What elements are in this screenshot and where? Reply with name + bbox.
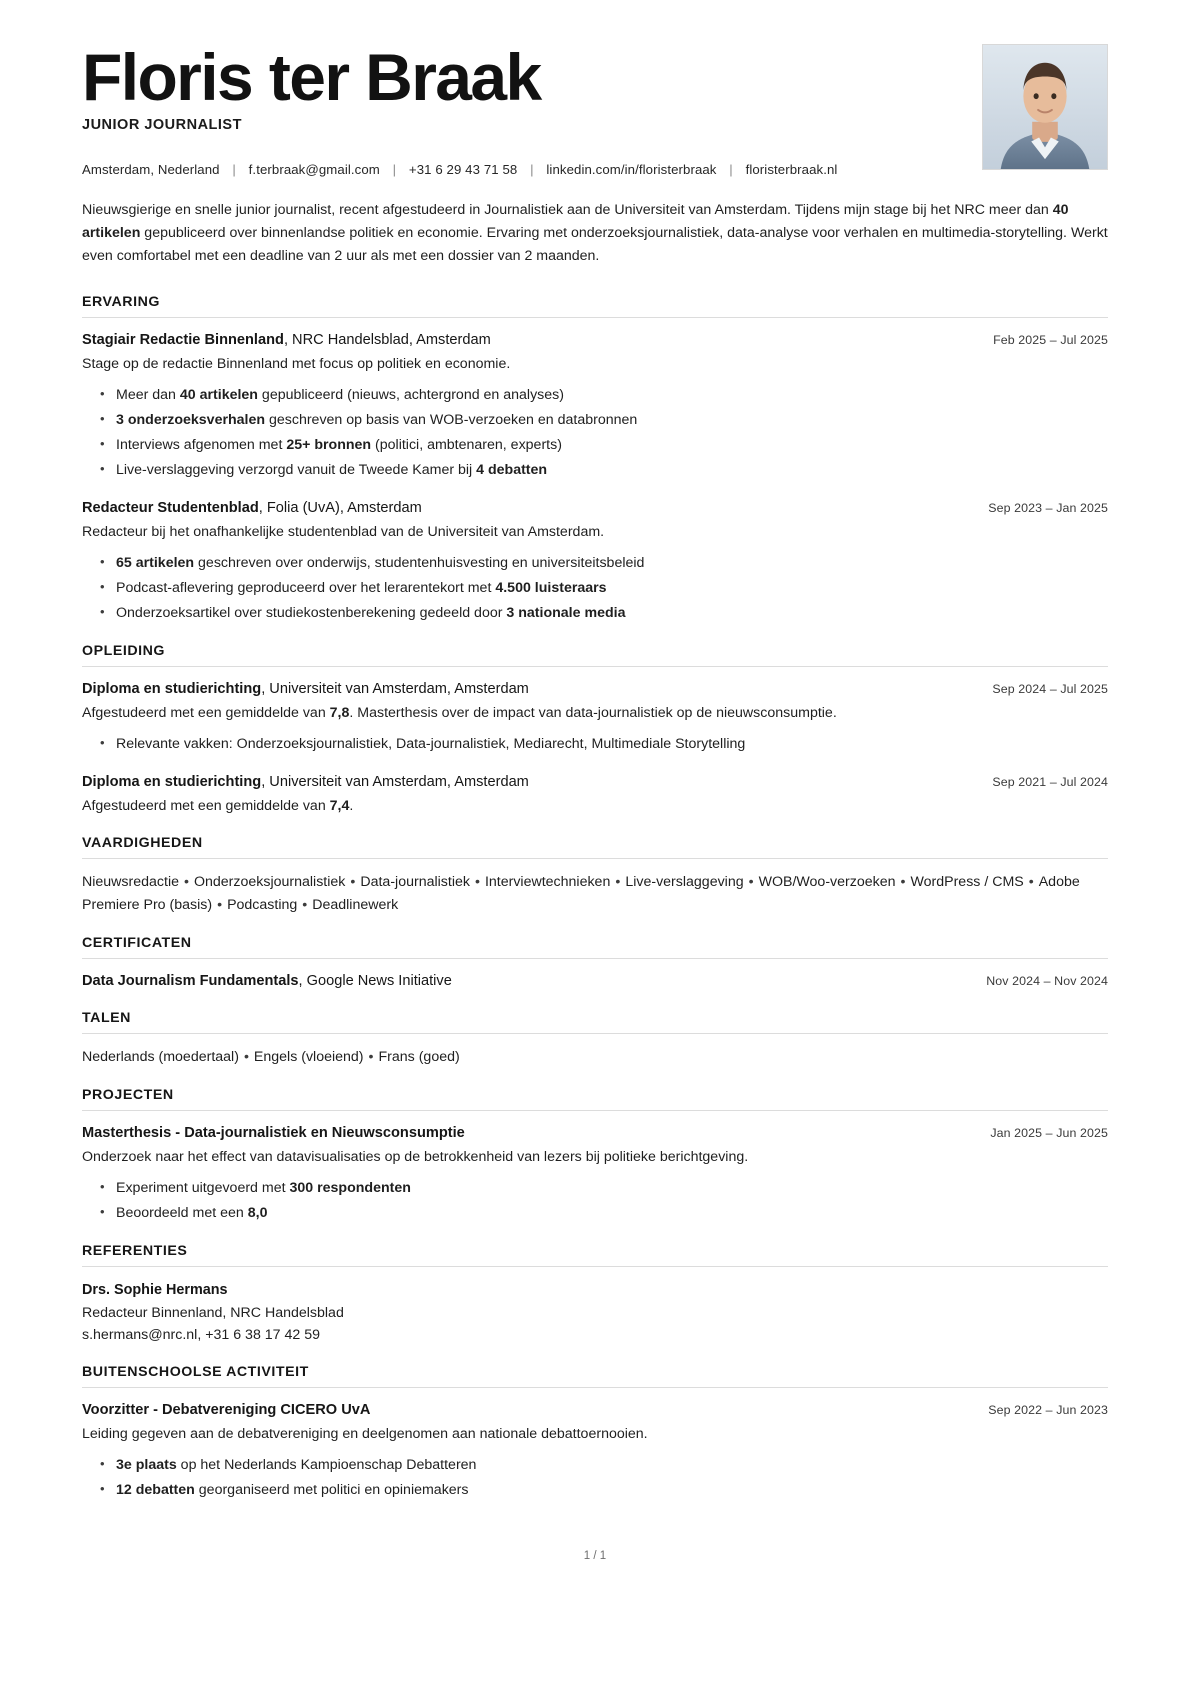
divider [82,666,1108,667]
entry-role: Voorzitter - Debatvereniging CICERO UvA [82,1401,371,1418]
reference-name: Drs. Sophie Hermans [82,1282,228,1299]
section-talen [82,1010,1108,1069]
bullet-post: geschreven over onderwijs, studentenhuisvesting en universiteitsbeleid [194,554,645,571]
entry-description: Leiding gegeven aan de debatvereniging en deelgenomen aan nationale debattoernooien. [82,1425,648,1442]
entry-role: Masterthesis - Data-journalistiek en Nieuwsconsumptie [82,1125,465,1142]
section-certificaten [82,935,1108,993]
entry-date: Feb 2025 – Jul 2025 [993,333,1108,347]
contact-separator: | [392,162,397,177]
list-item [82,1479,1108,1502]
list-item [82,577,1108,600]
divider [82,317,1108,318]
entry-header [82,498,1108,520]
bullet-separator-icon: • [748,873,754,890]
page-title: Floris ter Braak [82,40,541,114]
section-heading: VAARDIGHEDEN [82,834,203,851]
entry-title [82,330,491,352]
entry-meta: , NRC Handelsblad, Amsterdam [283,332,491,348]
entry-bullet-list [82,1454,1108,1502]
contact-linkedin[interactable]: linkedin.com/in/floristerbraak [546,162,717,177]
desc-pre: Afgestudeerd met een gemiddelde van [82,797,330,814]
entry-role: Data Journalism Fundamentals [82,972,299,989]
bullet-bold: 4.500 luisteraars [495,579,607,596]
bullet-post: op het Nederlands Kampioenschap Debatteren [176,1456,477,1473]
divider [82,1266,1108,1267]
entry-title [82,971,452,993]
experience-entry [82,498,1108,625]
contact-website[interactable]: floristerbraak.nl [745,162,838,177]
entry-role: Diploma en studierichting [82,680,262,697]
list-item [82,552,1108,575]
section-opleiding [82,643,1108,817]
skill-item: WOB/Woo-verzoeken [758,873,896,890]
entry-date: Nov 2024 – Nov 2024 [986,973,1108,988]
contact-line [82,162,1108,177]
bullet-bold: 300 respondenten [289,1180,411,1197]
entry-meta: , Universiteit van Amsterdam, Amsterdam [261,680,529,697]
avatar [982,44,1108,170]
entry-date: Jan 2025 – Jun 2025 [990,1126,1108,1141]
section-heading: TALEN [82,1010,131,1027]
section-projecten [82,1087,1108,1225]
skill-item: Nieuwsredactie [82,873,179,890]
skill-item: Data-journalistiek [360,873,470,890]
skill-item: WordPress / CMS [910,873,1024,890]
section-heading: REFERENTIES [82,1243,188,1260]
contact-separator: | [232,162,236,177]
contact-separator: | [729,162,733,177]
languages-list [82,1046,1108,1069]
divider [82,858,1108,859]
entry-meta: , Folia (UvA), Amsterdam [258,499,422,516]
section-ervaring [82,294,1108,625]
list-item [82,1454,1108,1477]
skill-item: Onderzoeksjournalistiek [193,873,346,890]
bullet-separator-icon: • [615,873,621,890]
skills-list [82,871,1108,917]
section-buitenschoolse-activiteit [82,1364,1108,1502]
list-item [82,459,1108,482]
section-heading: OPLEIDING [82,642,165,659]
bullet-pre: Beoordeeld met een [116,1205,248,1222]
entry-meta: , Universiteit van Amsterdam, Amsterdam [261,773,529,790]
activity-entry [82,1400,1108,1502]
bullet-separator-icon: • [243,1049,249,1066]
skill-item: Live-verslaggeving [625,873,744,890]
list-item [82,1177,1108,1200]
language-item: Frans (goed) [378,1049,460,1066]
certificate-entry [82,971,1108,993]
page-indicator: 1 / 1 [583,1549,607,1562]
desc-post: . Masterthesis over de impact van data-journalistiek op de nieuwsconsumptie. [349,704,837,721]
bullet-bold: 12 debatten [116,1481,195,1498]
bullet-post: geschreven op basis van WOB-verzoeken en databronnen [265,411,638,428]
contact-location: Amsterdam, Nederland [82,162,220,177]
divider [82,1387,1108,1388]
bullet-bold: 25+ bronnen [286,436,372,453]
bullet-pre: Interviews afgenomen met [116,436,287,453]
bullet-separator-icon: • [217,896,223,913]
section-referenties [82,1243,1108,1345]
entry-role: Diploma en studierichting [82,773,262,790]
bullet-pre: Onderzoeksartikel over studiekostenberekening gedeeld door [116,604,507,621]
desc-pre: Afgestudeerd met een gemiddelde van [82,704,330,721]
language-item: Engels (vloeiend) [253,1049,364,1066]
language-item: Nederlands (moedertaal) [82,1049,239,1066]
list-item [82,602,1108,625]
desc-bold: 7,8 [329,704,350,721]
bullet-bold: 3 nationale media [506,604,626,621]
page-footer [82,1528,1108,1578]
project-entry [82,1123,1108,1225]
education-entry [82,679,1108,756]
contact-email[interactable]: f.terbraak@gmail.com [248,162,380,177]
list-item [82,434,1108,457]
list-item [82,384,1108,407]
bullet-separator-icon: • [900,873,906,890]
bullet-post: gepubliceerd (nieuws, achtergrond en analyses) [257,386,564,403]
entry-bullet-list [82,1177,1108,1225]
entry-header [82,679,1108,701]
bullet-pre: Relevante vakken: Onderzoeksjournalistiek, Data-journalistiek, Mediarecht, Multimediale Storytelling [116,735,746,752]
divider [82,1033,1108,1034]
reference-position: Redacteur Binnenland, NRC Handelsblad [82,1304,344,1321]
skill-item: Adobe Premiere Pro (basis) [82,873,1080,913]
entry-description: Onderzoek naar het effect van datavisualisaties op de betrokkenheid van lezers bij politieke berichtgeving. [82,1149,749,1166]
summary-text-1: Nieuwsgierige en snelle junior journalist, recent afgestudeerd in Journalistiek aan de Universiteit van Amsterdam. Tijdens mijn stage bij het NRC meer dan [82,202,1053,218]
section-heading: PROJECTEN [82,1087,174,1104]
bullet-bold: 40 artikelen [179,386,258,403]
job-title: JUNIOR JOURNALIST [82,117,242,134]
entry-bullet-list [82,384,1108,482]
divider [82,958,1108,959]
contact-phone[interactable]: +31 6 29 43 71 58 [408,162,518,177]
entry-title [82,772,529,794]
profile-photo-icon [983,45,1107,169]
summary-text-2: gepubliceerd over binnenlandse politiek en economie. Ervaring met onderzoeksjournalistiek, data-analyse voor verhalen en multimedia-storytelling. Werkt even comfortabel met een deadline van 2 uur als met een dossier van 2 maanden. [82,225,1108,264]
bullet-post: georganiseerd met politici en opiniemakers [194,1481,469,1498]
section-heading: BUITENSCHOOLSE ACTIVITEIT [82,1363,309,1380]
entry-header [82,1123,1108,1145]
summary-highlight: 40 artikelen [82,202,1069,241]
bullet-separator-icon: • [368,1049,374,1066]
education-entry [82,772,1108,817]
entry-header [82,971,1108,993]
bullet-bold: 4 debatten [476,461,548,478]
list-item [82,409,1108,432]
bullet-pre: Podcast-aflevering geproduceerd over het lerarentekort met [116,579,496,596]
entry-bullet-list [82,552,1108,625]
entry-date: Sep 2023 – Jan 2025 [988,500,1108,515]
bullet-post: (politici, ambtenaren, experts) [371,436,562,453]
divider [82,1110,1108,1111]
bullet-separator-icon: • [350,873,356,890]
entry-bullet-list [82,733,1108,756]
reference-contact[interactable]: s.hermans@nrc.nl, +31 6 38 17 42 59 [82,1326,321,1343]
skill-item: Deadlinewerk [312,896,399,913]
entry-date: Sep 2024 – Jul 2025 [992,681,1108,696]
list-item [82,733,1108,756]
section-heading: CERTIFICATEN [82,934,192,951]
bullet-pre: Live-verslaggeving verzorgd vanuit de Tweede Kamer bij [116,461,477,478]
entry-description: Stage op de redactie Binnenland met focus op politiek en economie. [82,355,511,372]
bullet-separator-icon: • [1028,873,1034,890]
entry-header [82,330,1108,352]
bullet-bold: 3e plaats [116,1456,177,1473]
entry-description [82,795,1108,817]
bullet-pre: Experiment uitgevoerd met [116,1180,290,1197]
entry-date: Sep 2022 – Jun 2023 [988,1402,1108,1417]
entry-title [82,1400,370,1422]
desc-post: . [349,797,354,814]
skill-item: Podcasting [227,896,298,913]
section-vaardigheden [82,835,1108,917]
skill-item: Interviewtechnieken [484,873,611,890]
entry-title [82,1123,465,1145]
entry-header [82,1400,1108,1422]
section-heading: ERVARING [82,294,160,310]
entry-date: Sep 2021 – Jul 2024 [992,774,1108,789]
entry-meta: , Google News Initiative [298,972,452,989]
entry-role: Stagiair Redactie Binnenland [82,332,284,348]
bullet-bold: 8,0 [247,1205,268,1222]
contact-separator: | [530,162,534,177]
bullet-bold: 3 onderzoeksverhalen [116,411,266,428]
experience-entry [82,330,1108,482]
list-item [82,1202,1108,1225]
reference-entry [82,1279,1108,1345]
entry-title [82,498,422,520]
entry-description [82,702,1108,724]
entry-description: Redacteur bij het onafhankelijke studentenblad van de Universiteit van Amsterdam. [82,523,605,540]
professional-summary [82,199,1108,268]
bullet-separator-icon: • [302,896,308,913]
bullet-separator-icon: • [184,873,189,890]
bullet-bold: 65 artikelen [116,554,195,571]
resume-header [82,40,1108,162]
entry-header [82,772,1108,794]
bullet-pre: Meer dan [116,386,180,403]
entry-role: Redacteur Studentenblad [82,499,259,516]
desc-bold: 7,4 [329,797,350,814]
bullet-separator-icon: • [474,873,480,890]
entry-title [82,679,529,701]
